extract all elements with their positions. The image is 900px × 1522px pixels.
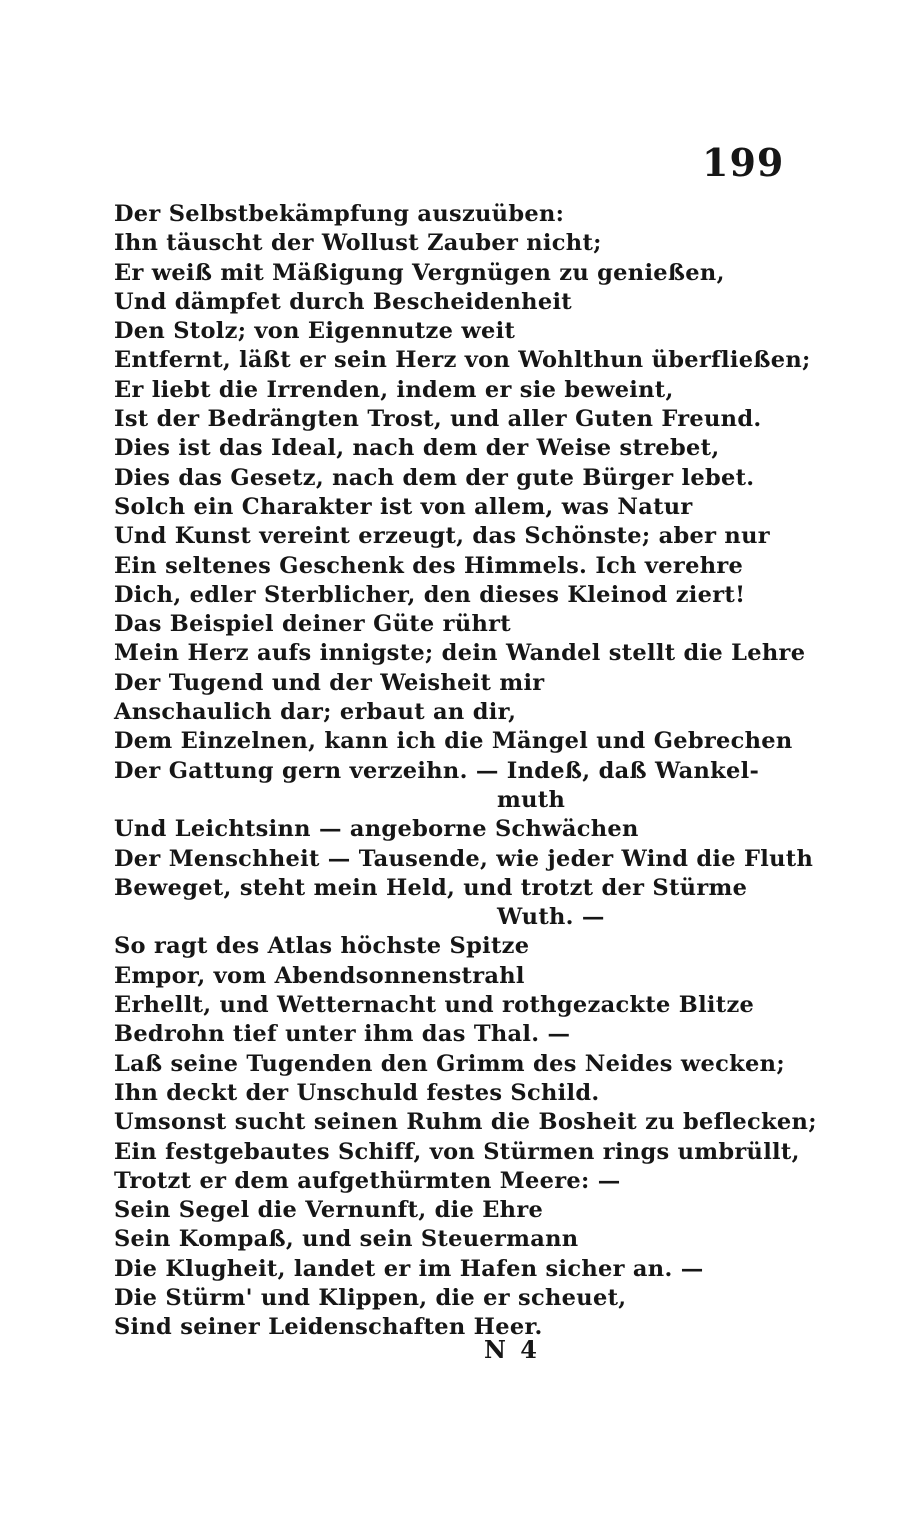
poem-line: Dich, edler Sterblicher, den dieses Kleinod ziert! [114,581,746,608]
poem-line: Ein seltenes Geschenk des Himmels. Ich verehre [114,552,744,579]
poem-line: Der Selbstbekämpfung auszuüben: [114,201,565,227]
poem-line: Ihn täuscht der Wollust Zauber nicht; [114,230,602,257]
poem-line: Anschaulich dar; erbaut an dir, [114,699,517,726]
poem-line: Die Stürm' und Klippen, die er scheuet, [114,1284,627,1311]
poem-line: Das Beispiel deiner Güte rührt [114,611,512,638]
poem-line: Dies ist das Ideal, nach dem der Weise strebet, [114,435,720,462]
poem-line: Mein Herz aufs innigste; dein Wandel stellt die Lehre [114,640,806,667]
poem-line: Erhellt, und Wetternacht und rothgezackte Blitze [114,992,755,1019]
poem-line: Entfernt, läßt er sein Herz von Wohlthun überfließen; [114,347,811,374]
poem-line: Die Klugheit, landet er im Hafen sicher an. — [114,1255,704,1282]
poem-line: Sind seiner Leidenschaften Heer. [114,1314,543,1341]
poem-line: Solch ein Charakter ist von allem, was Natur [114,493,693,520]
poem-line: muth [497,786,566,813]
poem-line: Umsonst sucht seinen Ruhm die Bosheit zu beflecken; [114,1109,817,1136]
poem-line: Ein festgebautes Schiff, von Stürmen rings umbrüllt, [114,1138,800,1165]
poem-line: Den Stolz; von Eigennutze weit [114,318,516,345]
poem-line: Sein Segel die Vernunft, die Ehre [114,1197,544,1224]
poem-text [114,200,817,1343]
poem-line: Laß seine Tugenden den Grimm des Neides wecken; [114,1050,785,1077]
poem-line: Der Tugend und der Weisheit mir [114,669,545,696]
poem-line: Empor, vom Abendsonnenstrahl [114,962,525,989]
poem-line: Sein Kompaß, und sein Steuermann [114,1226,579,1253]
poem-line: Bedrohn tief unter ihm das Thal. — [114,1021,571,1048]
page-number: 199 [702,140,785,185]
poem-line: Ist der Bedrängten Trost, und aller Guten Freund. [114,406,762,433]
poem-line: Er weiß mit Mäßigung Vergnügen zu genießen, [114,259,725,286]
poem-line: Der Gattung gern verzeihn. — Indeß, daß Wankel- [114,757,760,784]
poem-line: Beweget, steht mein Held, und trotzt der Stürme [114,874,748,901]
poem-line: Wuth. — [497,904,605,931]
poem-line: Trotzt er dem aufgethürmten Meere: — [114,1167,621,1194]
poem-line: Der Menschheit — Tausende, wie jeder Wind die Fluth [114,845,814,872]
poem-line: Und dämpfet durch Bescheidenheit [114,288,572,315]
poem-line: Er liebt die Irrenden, indem er sie beweint, [114,376,674,403]
poem-line: Dies das Gesetz, nach dem der gute Bürger lebet. [114,464,755,491]
poem-line: Und Leichtsinn — angeborne Schwächen [114,816,639,843]
poem-line: Ihn deckt der Unschuld festes Schild. [114,1079,600,1106]
signature-mark: N 4 [484,1335,540,1364]
poem-line: So ragt des Atlas höchste Spitze [114,933,530,960]
poem-line: Dem Einzelnen, kann ich die Mängel und Gebrechen [114,728,793,755]
poem-line: Und Kunst vereint erzeugt, das Schönste; aber nur [114,523,770,550]
